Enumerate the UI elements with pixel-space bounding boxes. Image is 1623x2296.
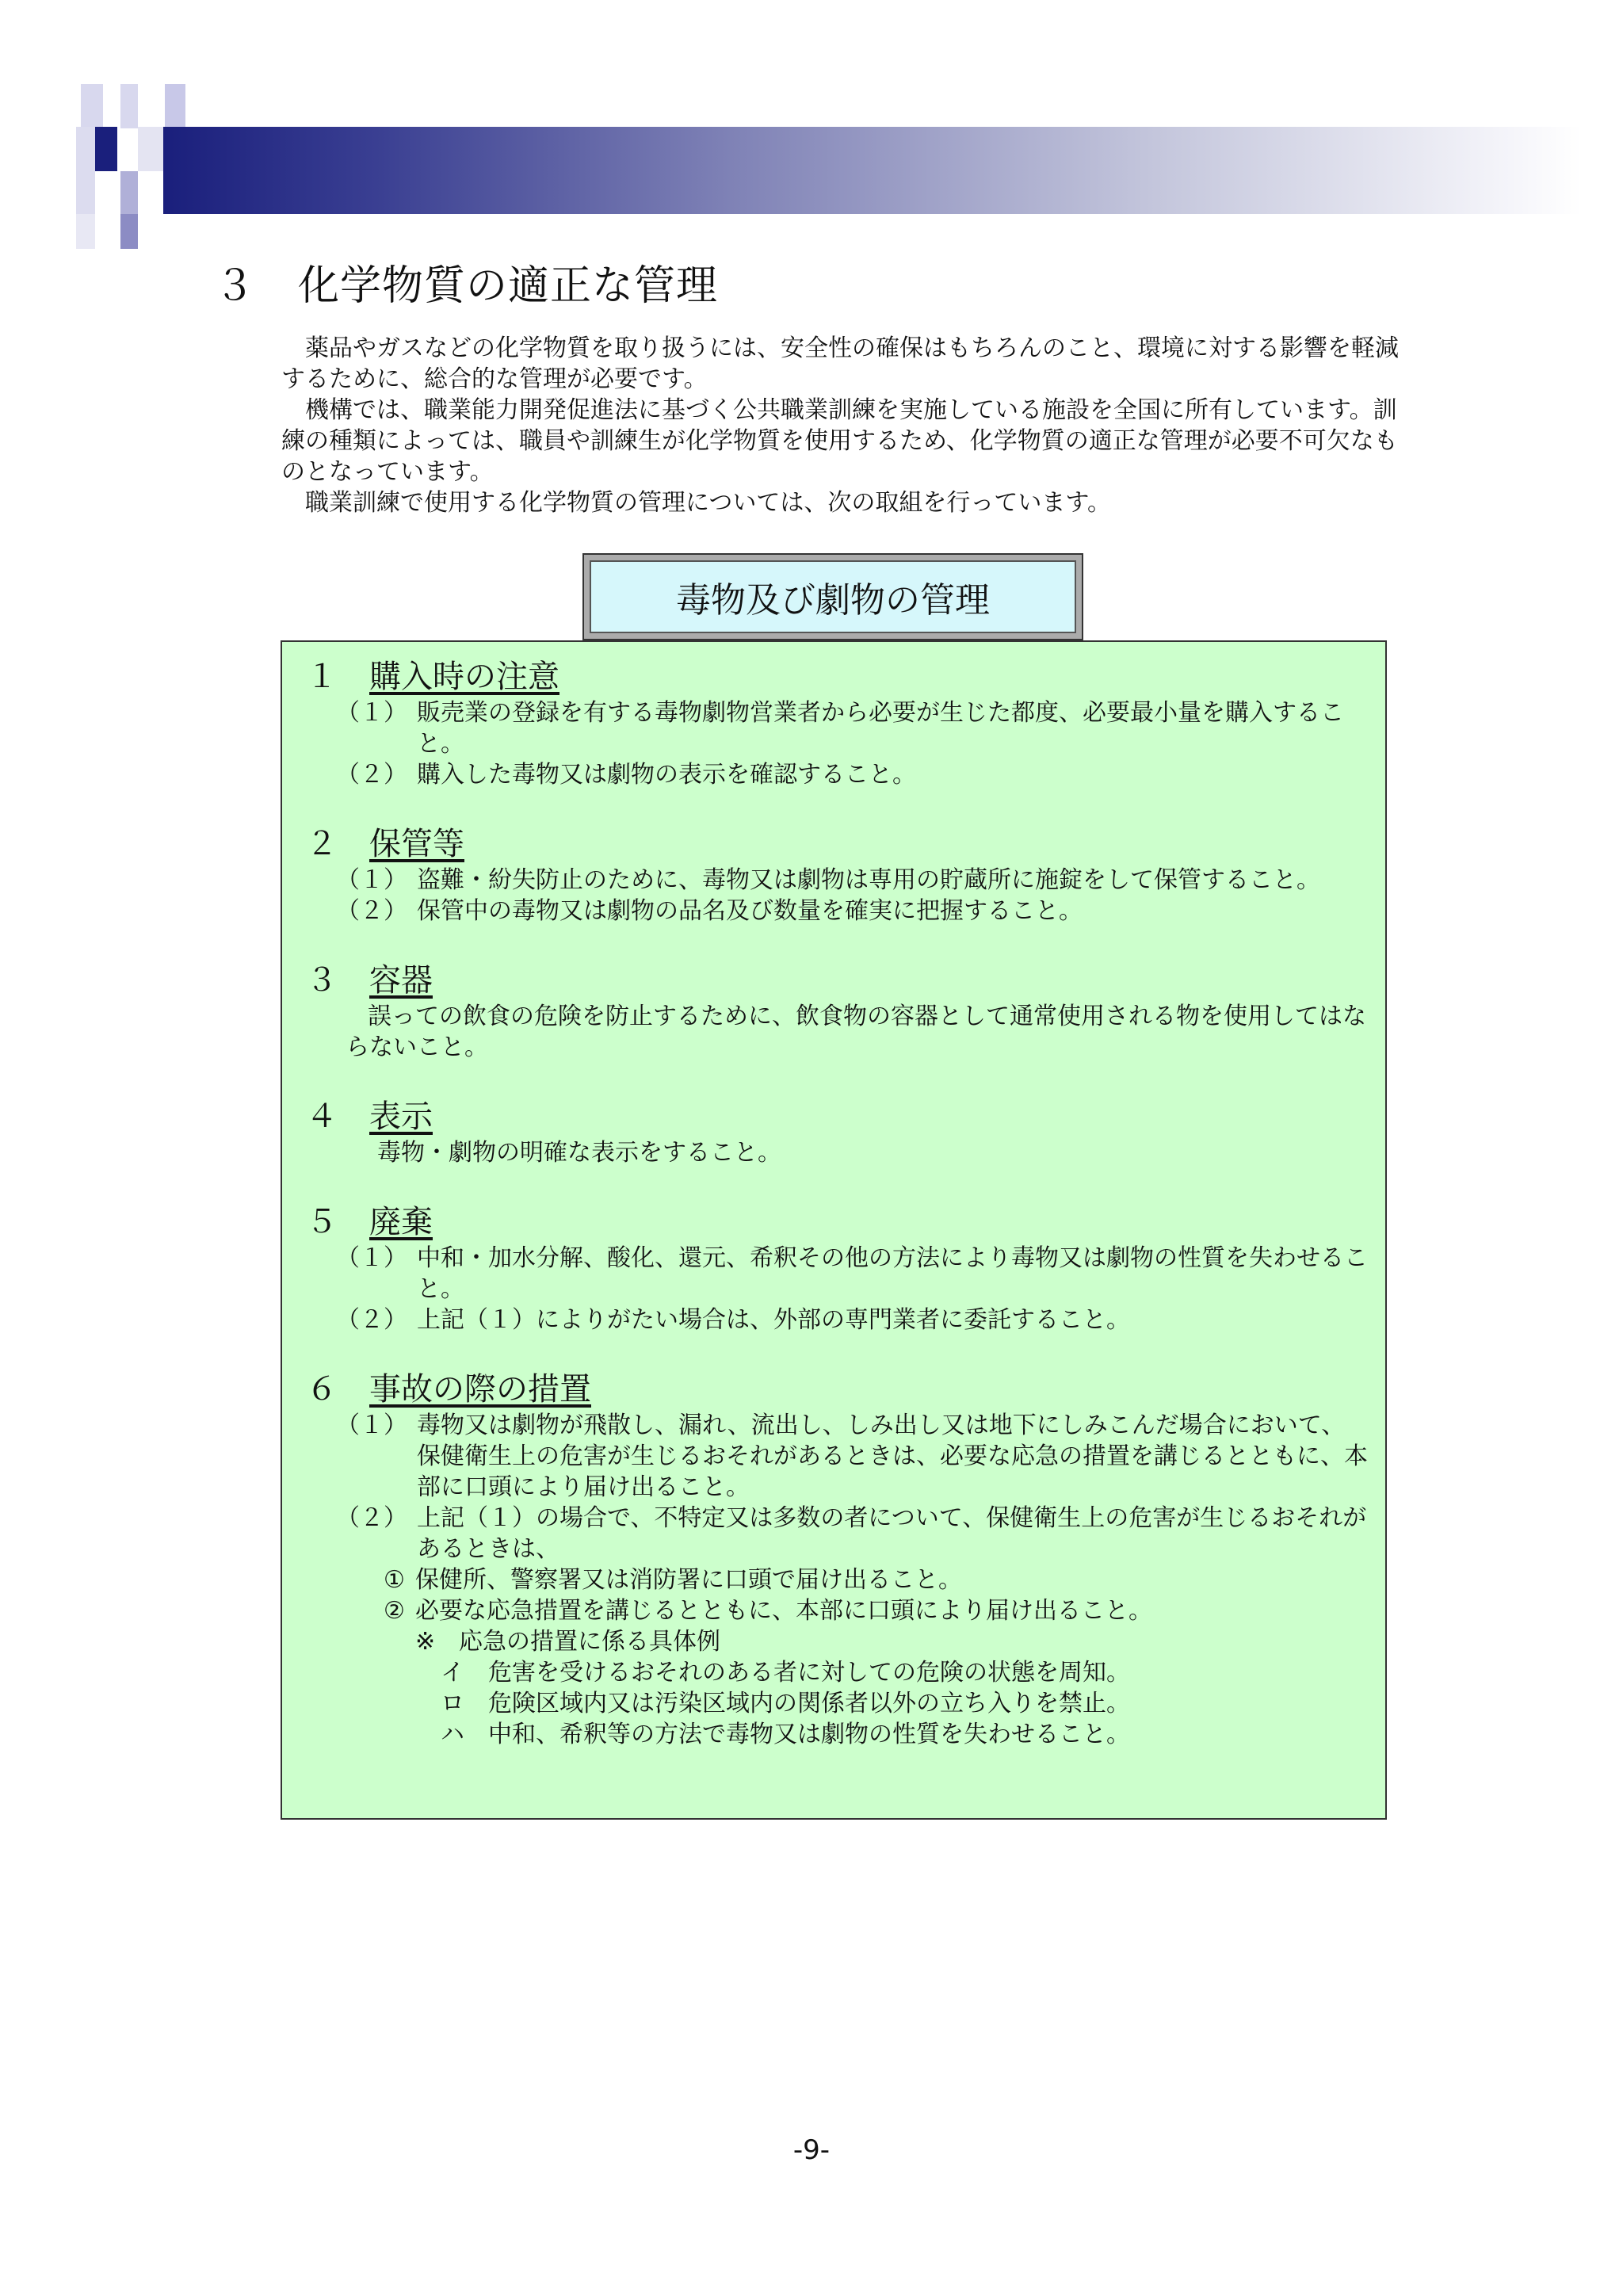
sub-item-label: ① [384, 1566, 405, 1594]
item-label: （１） [336, 699, 407, 727]
management-title: 毒物及び劇物の管理 [676, 580, 990, 621]
section-heading-number: ４ [306, 1098, 338, 1135]
example-item [282, 1657, 1385, 1688]
section-heading-number: ３ [306, 962, 338, 999]
section-heading-number: ６ [306, 1371, 338, 1408]
banner-gradient-bar [163, 127, 1582, 214]
section-heading-number: ２ [306, 826, 338, 862]
list-item [282, 759, 1385, 790]
example-item [282, 1719, 1385, 1750]
sub-item [282, 1564, 1385, 1595]
header-banner [76, 82, 1582, 257]
item-text: 中和・加水分解、酸化、還元、希釈その他の方法により毒物又は劇物の性質を失わせること。 [417, 1244, 1368, 1303]
intro-paragraph: 職業訓練で使用する化学物質の管理については、次の取組を行っています。 [305, 489, 1111, 517]
section-heading-title: 保管等 [369, 826, 464, 862]
banner-square-light-top [165, 84, 185, 128]
item-label: （２） [336, 761, 407, 789]
section-container [282, 961, 1385, 1063]
banner-square-dark [95, 127, 117, 171]
example-text: 危害を受けるおそれのある者に対しての危険の状態を周知。 [488, 1659, 1130, 1687]
section-heading-title: 表示 [369, 1098, 433, 1135]
banner-square-light-left [76, 127, 95, 214]
section-heading [306, 1098, 1385, 1136]
item-text: 上記（１）によりがたい場合は、外部の専門業者に委託すること。 [417, 1306, 1130, 1334]
section-title-text: 化学物質の適正な管理 [298, 262, 719, 310]
section-heading [306, 1203, 1385, 1241]
list-item [282, 865, 1385, 896]
item-text: 保管中の毒物又は劇物の品名及び数量を確実に把握すること。 [417, 897, 1083, 925]
sub-item-text: 必要な応急措置を講じるとともに、本部に口頭により届け出ること。 [415, 1597, 1152, 1625]
banner-square-mid [120, 171, 138, 214]
section-heading [306, 1370, 1385, 1408]
example-label: イ [441, 1659, 464, 1687]
example-item [282, 1688, 1385, 1719]
list-item [282, 896, 1385, 926]
banner-square-light [138, 127, 163, 171]
section-text: 誤っての飲食の危険を防止するために、飲食物の容器として通常使用される物を使用してはならないこと。 [346, 1003, 1366, 1061]
list-item [282, 1503, 1385, 1564]
item-label: （２） [336, 897, 407, 925]
note [282, 1626, 1385, 1657]
section-labeling [282, 1098, 1385, 1168]
section-disposal [282, 1203, 1385, 1335]
example-text: 危険区域内又は汚染区域内の関係者以外の立ち入りを禁止。 [488, 1690, 1130, 1717]
section-purchase [282, 658, 1385, 790]
sub-item [282, 1595, 1385, 1626]
intro-text [281, 333, 1407, 518]
example-label: ハ [441, 1721, 464, 1748]
item-text: 毒物又は劇物が飛散し、漏れ、流出し、しみ出し又は地下にしみこんだ場合において、保健衛生上の危害が生じるおそれがあるときは、必要な応急の措置を講じるとともに、本部に口頭により届け出ること。 [417, 1412, 1368, 1501]
page-number: -9- [792, 2134, 831, 2166]
section-heading-title: 容器 [369, 962, 433, 999]
section-number: ３ [214, 262, 257, 310]
section-heading-title: 購入時の注意 [369, 659, 559, 695]
section-storage [282, 825, 1385, 926]
example-label: ロ [441, 1690, 464, 1717]
intro-paragraph: 薬品やガスなどの化学物質を取り扱うには、安全性の確保はもちろんのこと、環境に対する影響を軽減するために、総合的な管理が必要です。 [281, 334, 1399, 393]
section-heading [306, 825, 1385, 863]
note-label: ※ [415, 1628, 436, 1656]
item-text: 販売業の登録を有する毒物劇物営業者から必要が生じた都度、必要最小量を購入すること。 [417, 699, 1344, 758]
section-title [214, 252, 718, 311]
sub-item-label: ② [384, 1597, 405, 1625]
banner-square-bottom [120, 214, 138, 249]
example-text: 中和、希釈等の方法で毒物又は劇物の性質を失わせること。 [488, 1721, 1130, 1748]
section-heading-title: 廃棄 [369, 1204, 433, 1240]
intro-paragraph: 機構では、職業能力開発促進法に基づく公共職業訓練を実施している施設を全国に所有しています。訓練の種類によっては、職員や訓練生が化学物質を使用するため、化学物質の適正な管理が必要不可欠なものとなっています。 [281, 396, 1398, 486]
list-item [282, 1243, 1385, 1305]
section-heading [306, 658, 1385, 696]
note-text: 応急の措置に係る具体例 [459, 1628, 720, 1656]
list-item [282, 697, 1385, 759]
item-label: （２） [336, 1306, 407, 1334]
banner-square-bottom-left [76, 214, 95, 249]
section-accident [282, 1370, 1385, 1750]
section-heading [306, 961, 1385, 999]
item-label: （１） [336, 1244, 407, 1272]
section-text: 毒物・劇物の明確な表示をすること。 [377, 1139, 781, 1167]
item-text: 盗難・紛失防止のために、毒物又は劇物は専用の貯蔵所に施錠をして保管すること。 [417, 866, 1320, 894]
item-label: （１） [336, 1412, 407, 1439]
section-heading-title: 事故の際の措置 [369, 1371, 591, 1408]
item-text: 購入した毒物又は劇物の表示を確認すること。 [417, 761, 916, 789]
banner-square-light-top [81, 84, 103, 128]
section-heading-number: ５ [306, 1204, 338, 1240]
banner-square-light-top [120, 84, 138, 128]
item-text: 上記（１）の場合で、不特定又は多数の者について、保健衛生上の危害が生じるおそれがあるときは、 [417, 1504, 1367, 1563]
management-content-box [281, 640, 1387, 1820]
list-item [282, 1410, 1385, 1503]
management-title-box [582, 553, 1083, 640]
item-label: （２） [336, 1504, 407, 1532]
item-label: （１） [336, 866, 407, 894]
list-item [282, 1305, 1385, 1335]
section-heading-number: １ [306, 659, 338, 695]
sub-item-text: 保健所、警察署又は消防署に口頭で届け出ること。 [415, 1566, 962, 1594]
